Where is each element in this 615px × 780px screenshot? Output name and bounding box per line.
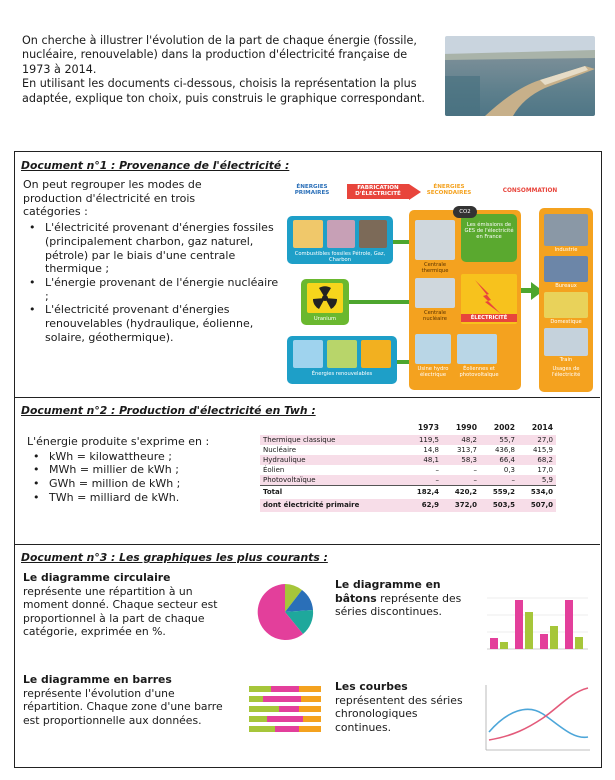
- wind-solar-icon: [457, 334, 497, 364]
- table-header-row: [260, 420, 556, 435]
- courbes-text: représentent des séries chronologiques continues.: [335, 693, 463, 734]
- batons-heading: Le diagramme en bâtons: [335, 578, 441, 605]
- water-icon: [327, 340, 357, 368]
- barres-desc: [23, 673, 238, 727]
- batons-desc: [335, 578, 475, 619]
- hydro-plant-icon: [415, 334, 451, 364]
- intro-line-1: On cherche à illustrer l'évolution de la part de chaque énergie (fossile, nucléaire, renouvelable) dans la production d'électricité française de 1973 à 2014.: [22, 34, 417, 76]
- dam-photo: [445, 36, 595, 116]
- baton-bar: [525, 612, 533, 649]
- header-primaires: ÉNERGIES PRIMAIRES: [294, 184, 330, 196]
- header-fabrication: FABRICATION D'ÉLECTRICITÉ: [347, 184, 409, 199]
- table-row: Éolien – – 0,3 17,0: [263, 466, 553, 474]
- header-secondaires: ÉNERGIES SECONDAIRES: [426, 184, 472, 196]
- intro-text: [22, 34, 432, 106]
- thermal-plant-icon: [415, 220, 455, 260]
- example-courbes-chart: [483, 682, 593, 754]
- barres-text: représente l'évolution d'une répartition. Chaque zone d'une barre est proportionnelle aux données.: [23, 686, 223, 727]
- oil-icon: [327, 220, 355, 248]
- intro-line-2: En utilisant les documents ci-dessous, choisis la représentation la plus adaptée, explique ton choix, puis construis le graphique correspondant.: [22, 77, 425, 105]
- curve-blue: [489, 709, 588, 737]
- table-row: Thermique classique 119,5 48,2 55,7 27,0: [260, 435, 556, 445]
- connector: [397, 360, 409, 364]
- baton-bar: [575, 637, 583, 649]
- baton-bar: [490, 638, 498, 649]
- year-1990: 1990: [455, 422, 477, 432]
- label-domestique: Domestique: [550, 319, 582, 325]
- industry-icon: [544, 214, 588, 246]
- baton-bar: [550, 626, 558, 649]
- table-total-row: Total 182,4 420,2 559,2 534,0: [260, 486, 556, 499]
- doc1-lead: On peut regrouper les modes de production d'électricité en trois catégories :: [23, 178, 202, 219]
- baton-bar: [540, 634, 548, 649]
- label-electricite: ÉLECTRICITÉ: [461, 314, 517, 322]
- doc2-lead: L'énergie produite s'exprime en :: [27, 435, 210, 448]
- production-table: [260, 420, 556, 512]
- table-primaire-row: dont électricité primaire 62,9 372,0 503,5 507,0: [260, 499, 556, 512]
- table-row: Nucléaire 14,8 313,7 436,8 415,9: [263, 446, 553, 454]
- doc1-text: [23, 178, 285, 344]
- label-centrale-thermique: Centrale thermique: [421, 262, 449, 274]
- example-pie-chart: [247, 582, 323, 642]
- circ-text: représente une répartition à un moment donné. Chaque secteur est proportionnel à la part de chaque catégorie, exprimée en %.: [23, 584, 218, 639]
- label-uranium: Uranium: [313, 316, 337, 322]
- label-bureaux: Bureaux: [555, 283, 577, 289]
- electricity-flow-diagram: [285, 184, 595, 394]
- unit-twh: • TWh = milliard de kWh.: [27, 491, 257, 505]
- doc1-bullet-nucleaire: • L'énergie provenant de l'énergie nucléaire ;: [23, 276, 285, 303]
- radiation-icon: [307, 283, 343, 313]
- circ-desc: [23, 571, 238, 639]
- nuclear-plant-icon: [415, 278, 455, 308]
- circ-heading: Le diagramme circulaire: [23, 571, 171, 584]
- label-renouvelables: Énergies renouvelables: [311, 371, 373, 377]
- fossil-icon: [293, 220, 323, 248]
- label-train: Train: [559, 357, 573, 363]
- courbes-heading: Les courbes: [335, 680, 408, 693]
- stacked-bar: [249, 696, 321, 702]
- baton-bar: [565, 600, 573, 649]
- office-icon: [544, 256, 588, 282]
- header-consommation: CONSOMMATION: [502, 188, 558, 194]
- divider-1: [15, 397, 600, 398]
- label-usine-hydro: Usine hydro électrique: [417, 366, 449, 378]
- label-eoliennes: Éoliennes et photovoltaïque: [459, 366, 499, 378]
- table-row: Hydraulique 48,1 58,3 66,4 68,2: [260, 455, 556, 465]
- stacked-bar: [249, 706, 321, 712]
- label-centrale-nucleaire: Centrale nucléaire: [423, 310, 447, 322]
- example-barres-chart: [247, 684, 325, 740]
- sun-icon: [361, 340, 391, 368]
- unit-kwh: • kWh = kilowattheure ;: [27, 450, 257, 464]
- doc3-title: Document n°3 : Les graphiques les plus courants :: [21, 551, 328, 564]
- lamp-icon: [544, 292, 588, 318]
- doc1-title: Document n°1 : Provenance de l'électricité :: [21, 159, 290, 172]
- year-1973: 1973: [417, 422, 439, 432]
- connector: [349, 300, 409, 304]
- batons-text: représente des séries discontinues.: [335, 591, 462, 619]
- doc1-bullet-fossiles: • L'électricité provenant d'énergies fossiles (principalement charbon, gaz naturel, pétrole) par le biais d'une centrale thermique ;: [23, 221, 285, 276]
- example-baton-chart: [485, 582, 590, 652]
- doc1-bullet-renouvelables: • L'électricité provenant d'énergies renouvelables (hydraulique, éolienne, solaire, géothermique).: [23, 303, 285, 344]
- label-fossiles: Combustibles fossiles Pétrole, Gaz, Charbon: [294, 251, 386, 263]
- baton-bar: [500, 642, 508, 649]
- doc2-units: [27, 435, 257, 505]
- year-2002: 2002: [493, 422, 515, 432]
- connector: [393, 240, 409, 244]
- arrow-icon: [409, 184, 421, 200]
- curve-red: [489, 688, 588, 740]
- stacked-bar: [249, 716, 321, 722]
- stacked-bar: [249, 686, 321, 692]
- table-row: Photovoltaïque – – – 5,9: [260, 475, 556, 486]
- coal-icon: [359, 220, 387, 248]
- train-icon: [544, 328, 588, 356]
- doc2-title: Document n°2 : Production d'électricité en Twh :: [21, 404, 316, 417]
- label-emissions: Les émissions de GES de l'électricité en France: [464, 222, 514, 240]
- stacked-bar: [249, 726, 321, 732]
- unit-gwh: • GWh = million de kWh ;: [27, 477, 257, 491]
- divider-2: [15, 544, 600, 545]
- baton-bar: [515, 600, 523, 649]
- barres-heading: Le diagramme en barres: [23, 673, 172, 686]
- label-industrie: Industrie: [554, 247, 578, 253]
- wind-icon: [293, 340, 323, 368]
- courbes-desc: [335, 680, 475, 734]
- co2-badge: CO2: [453, 206, 477, 218]
- unit-mwh: • MWh = millier de kWh ;: [27, 463, 257, 477]
- year-2014: 2014: [531, 422, 553, 432]
- label-usages: Usages de l'électricité: [551, 366, 581, 378]
